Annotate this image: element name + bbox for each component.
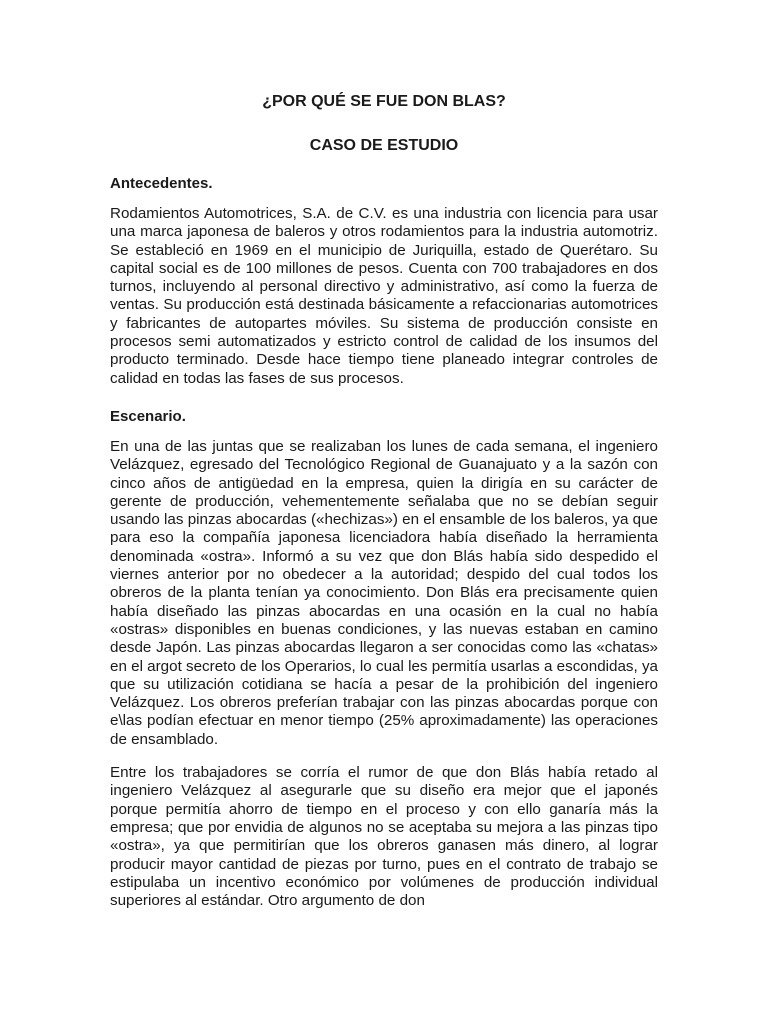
section-heading-antecedentes: Antecedentes.	[110, 175, 213, 192]
document-title: ¿POR QUÉ SE FUE DON BLAS?	[262, 93, 506, 110]
paragraph-escenario-1: En una de las juntas que se realizaban los lunes de cada semana, el ingeniero Velázquez, egresado del Tecnológico Regional de Guanajuato y a la sazón con cinco años de antigüedad en la empresa, quien la dirigía en su carácter de gerente de producción, vehementemente señalaba que no se debían seguir usando las pinzas abocardas («hechizas») en el ensamble de los baleros, ya que para eso la compañía japonesa licenciadora había diseñado la herramienta denominada «ostra». Informó a su vez que don Blás había sido despedido el viernes anterior por no obedecer a la autoridad; despido del cual todos los obreros de la planta tenían ya conocimiento. Don Blás era precisamente quien había diseñado las pinzas abocardas en una ocasión en la cual no había «ostras» disponibles en buenas condiciones, y las nuevas estaban en camino desde Japón. Las pinzas abocardas llegaron a ser conocidas como las «chatas» en el argot secreto de los Operarios, lo cual les permitía usarlas a escondidas, ya que su utilización cotidiana se hacía a pesar de la prohibición del ingeniero Velázquez. Los obreros preferían trabajar con las pinzas abocardas porque con e\las podían efectuar en menor tiempo (25% aproximadamente) las operaciones de ensamblado.	[110, 437, 658, 748]
paragraph-escenario-2: Entre los trabajadores se corría el rumor de que don Blás había retado al ingeniero Velázquez al asegurarle que su diseño era mejor que el japonés porque permitía ahorro de tiempo en el proceso y con ello ganaría más la empresa; que por envidia de algunos no se aceptaba su mejora a las pinzas tipo «ostra», ya que permitirían que los obreros ganasen más dinero, al lograr producir mayor cantidad de piezas por turno, pues en el contrato de trabajo se estipulaba un incentivo económico por volúmenes de producción individual superiores al estándar. Otro argumento de don	[110, 764, 658, 910]
document-subtitle: CASO DE ESTUDIO	[309, 137, 459, 154]
document-page	[110, 92, 658, 910]
section-heading-escenario: Escenario.	[110, 407, 186, 425]
paragraph-antecedentes: Rodamientos Automotrices, S.A. de C.V. es una industria con licencia para usar una marca japonesa de baleros y otros rodamientos para la industria automotriz. Se estableció en 1969 en el municipio de Juriquilla, estado de Querétaro. Su capital social es de 100 millones de pesos. Cuenta con 700 trabajadores en dos turnos, incluyendo al personal directivo y administrativo, así como la fuerza de ventas. Su producción está destinada básicamente a refaccionarias automotrices y fabricantes de autopartes móviles. Su sistema de producción consiste en procesos semi automatizados y estricto control de calidad de los insumos del producto terminado. Desde hace tiempo tiene planeado integrar controles de calidad en todas las fases de sus procesos.	[110, 205, 658, 387]
